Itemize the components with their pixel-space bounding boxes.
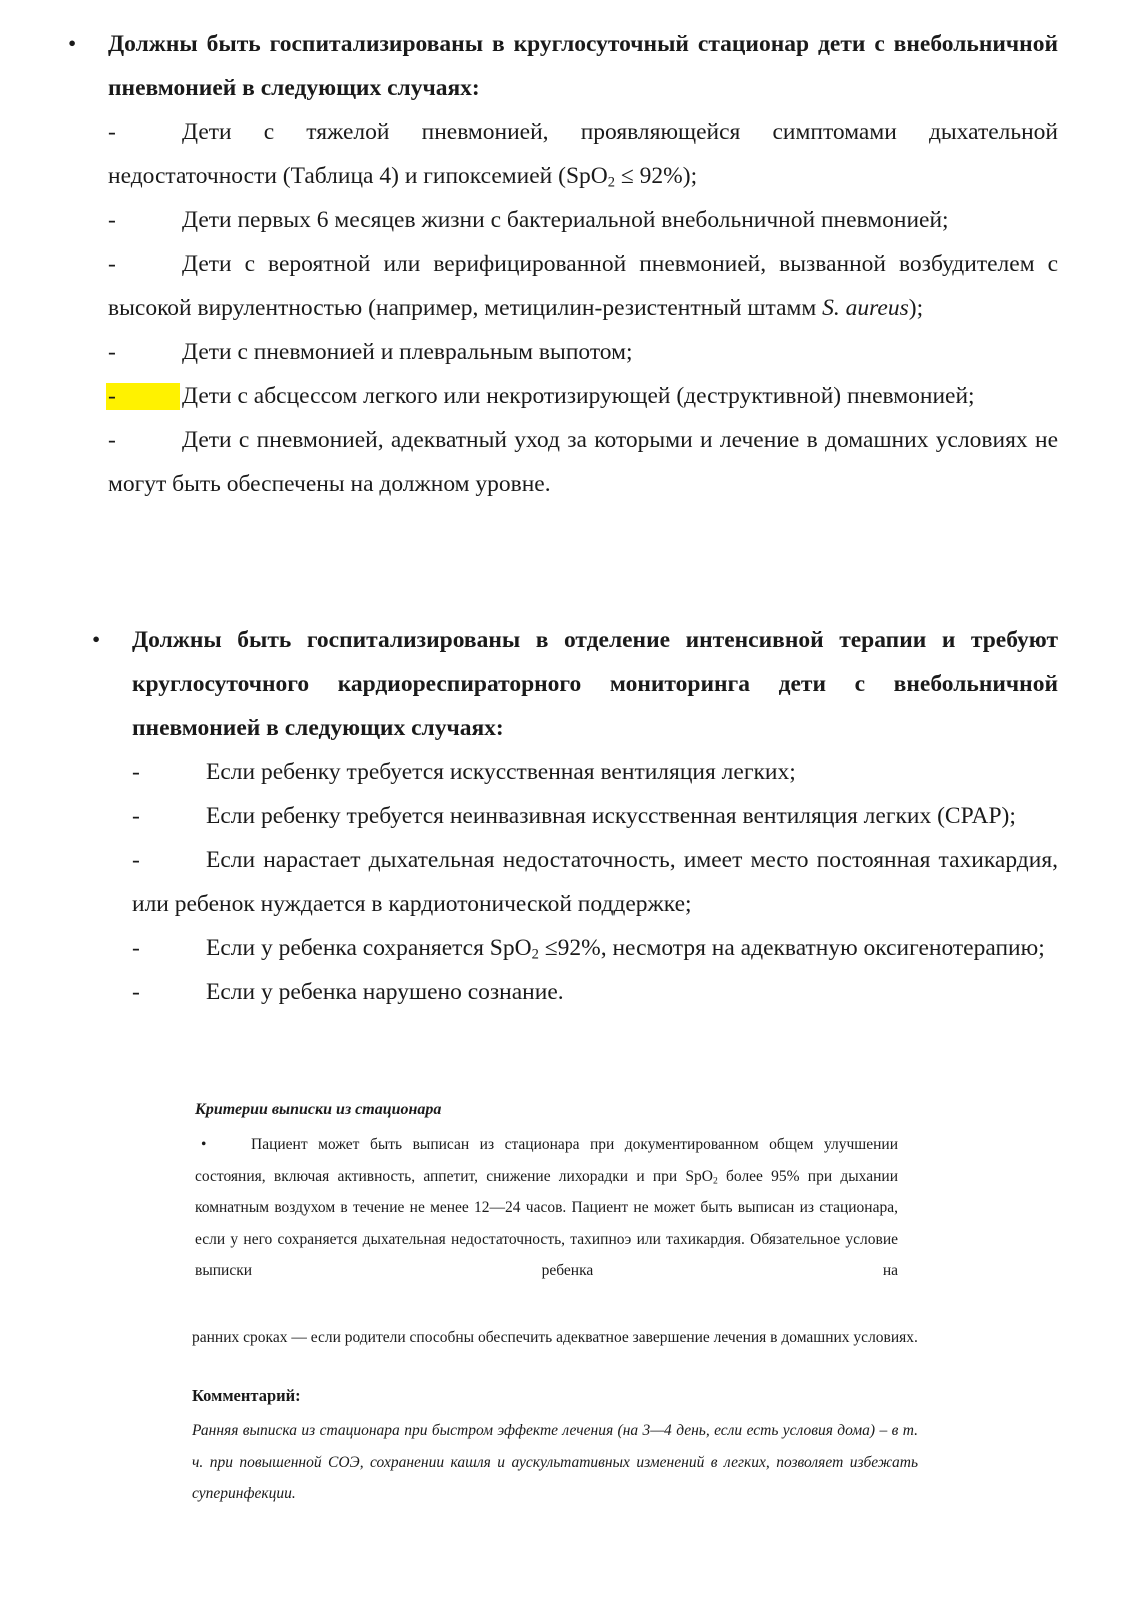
bullet-icon: • — [68, 31, 77, 57]
bullet-icon: • — [201, 1136, 207, 1153]
item-text: Дети с пневмонией, адекватный уход за которыми и лечение в домашних условиях не могут быть обеспечены на должном уровне. — [108, 427, 1058, 497]
dash-marker: - — [132, 935, 140, 961]
list-item — [92, 750, 1058, 794]
subscript: 2 — [607, 174, 616, 191]
item-text: Если нарастает дыхательная недостаточность, имеет место постоянная тахикардия, или ребенок нуждается в кардиотонической поддержке; — [132, 847, 1058, 917]
dash-marker: - — [108, 119, 116, 145]
list-item — [68, 110, 1058, 198]
dash-marker: - — [108, 251, 116, 277]
comment-title: Комментарий: — [192, 1386, 301, 1405]
discharge-text: более 95% при дыхании комнатным воздухом в течение не менее 12—24 часов. Пациент не может быть выписан из стационара, если у него сохраняется дыхательная недостаточность, тахипноэ или тахикардия. Обязательное условие выписки ребенка на — [195, 1167, 898, 1279]
list-item — [92, 794, 1058, 838]
comment-text: Ранняя выписка из стационара при быстром эффекте лечения (на 3—4 день, если есть условия дома) – в т. ч. при повышенной СОЭ, сохранении кашля и аускультативных изменений в легких, позволяет избежать суперинфекции. — [192, 1422, 918, 1502]
item-text: Дети с пневмонией и плевральным выпотом; — [182, 339, 633, 365]
dash-marker: - — [132, 979, 140, 1005]
italic-species: S. aureus — [822, 295, 909, 321]
list-item — [68, 330, 1058, 374]
item-text: Если у ребенка сохраняется SpO — [206, 935, 532, 961]
item-text: Если ребенку требуется искусственная вентиляция легких; — [206, 759, 796, 785]
list-item — [68, 242, 1058, 330]
item-text: Дети с вероятной или верифицированной пневмонией, вызванной возбудителем с высокой вирулентностью (например, метицилин-резистентный штамм — [108, 251, 1058, 321]
item-text: Дети первых 6 месяцев жизни с бактериальной внебольничной пневмонией; — [182, 207, 949, 233]
item-text: Если у ребенка нарушено сознание. — [206, 979, 564, 1005]
subscript: 2 — [531, 946, 539, 963]
subscript: 2 — [712, 1174, 718, 1186]
discharge-continuation: ранних сроках — если родители способны обеспечить адекватное завершение лечения в домашних условиях. — [192, 1329, 918, 1346]
dash-marker: - — [108, 427, 116, 453]
item-text: Дети с тяжелой пневмонией, проявляющейся симптомами дыхательной недостаточности (Таблица 4) и гипоксемией (SpO — [108, 119, 1058, 189]
discharge-paragraph — [195, 1129, 898, 1287]
list-item — [92, 926, 1058, 970]
heading-text: Должны быть госпитализированы в круглосуточный стационар дети с внебольничной пневмонией в следующих случаях: — [108, 31, 1058, 101]
list-item-highlighted — [68, 374, 1058, 418]
bullet-icon: • — [92, 627, 101, 653]
list-item — [92, 970, 1058, 1014]
item-text: Дети с абсцессом легкого или некротизирующей (деструктивной) пневмонией; — [182, 383, 975, 409]
item-text: ); — [908, 295, 924, 321]
dash-marker: - — [132, 803, 140, 829]
discharge-text: Пациент может быть выписан из стационара при документированном общем улучшении состояния, включая активность, аппетит, снижение лихорадки и при SpO — [195, 1136, 898, 1185]
section-heading — [68, 22, 1058, 110]
discharge-title: Критерии выписки из стационара — [195, 1101, 442, 1118]
list-item — [68, 418, 1058, 506]
item-text: Если ребенку требуется неинвазивная искусственная вентиляция легких (CPAP); — [206, 803, 1016, 829]
list-item — [68, 198, 1058, 242]
section-heading — [92, 618, 1058, 750]
item-text: ≤92%, несмотря на адекватную оксигенотерапию; — [538, 935, 1045, 961]
hospitalization-section — [68, 22, 1058, 506]
dash-marker: - — [108, 339, 116, 365]
dash-marker: - — [132, 847, 140, 873]
dash-marker: - — [108, 383, 116, 409]
item-text: ≤ 92%); — [615, 163, 698, 189]
list-item — [92, 838, 1058, 926]
dash-marker: - — [132, 759, 140, 785]
dash-marker: - — [108, 207, 116, 233]
heading-text: Должны быть госпитализированы в отделение интенсивной терапии и требуют круглосуточного кардиореспираторного мониторинга дети с внебольничной пневмонией в следующих случаях: — [132, 627, 1058, 741]
icu-section — [92, 618, 1058, 1014]
